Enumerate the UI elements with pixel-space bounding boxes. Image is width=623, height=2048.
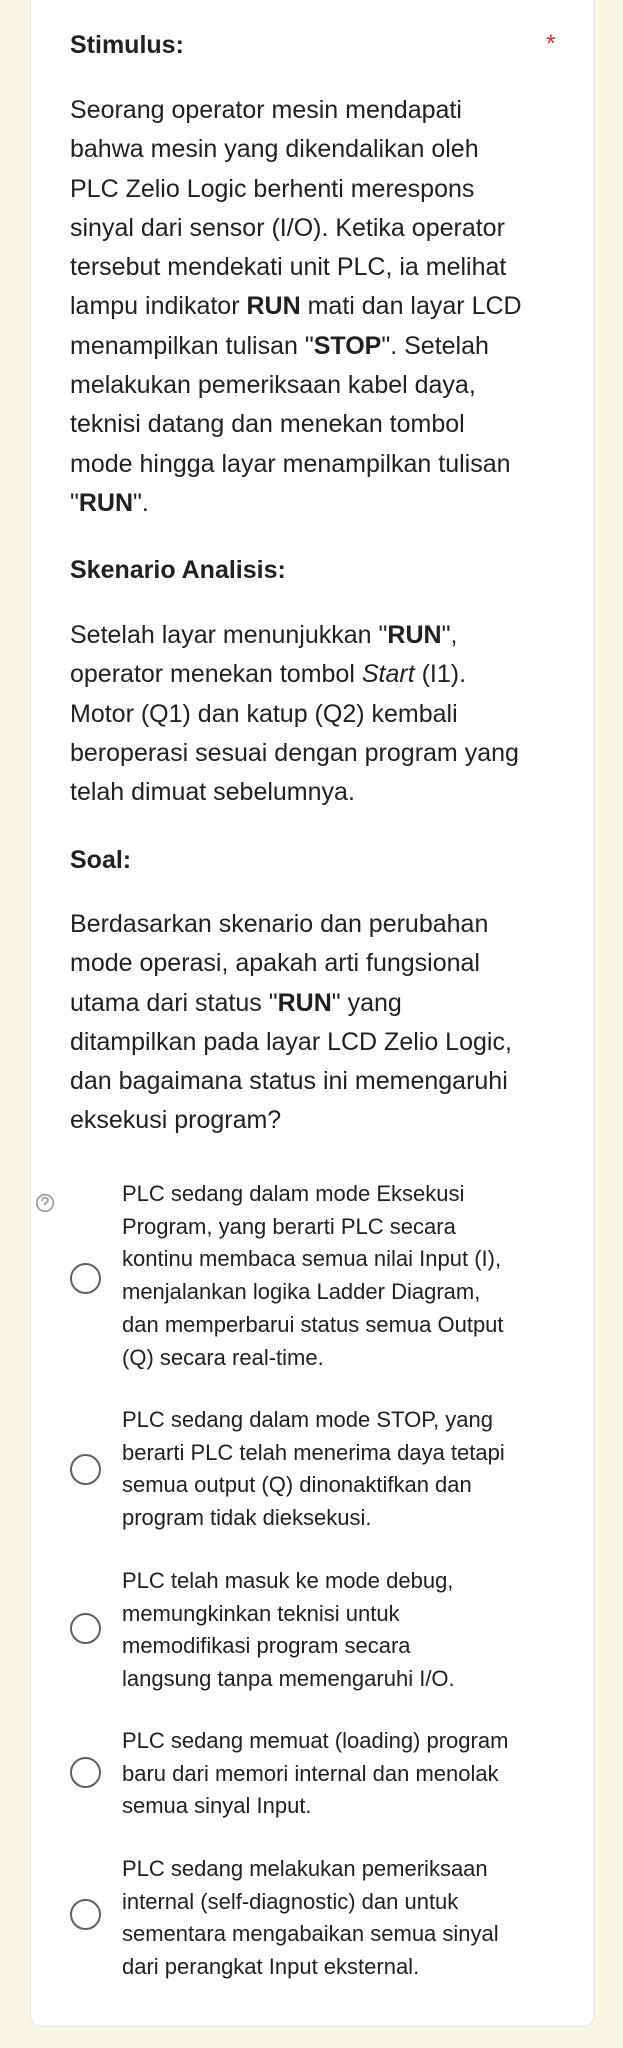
option-3-radio[interactable] [70,1613,101,1644]
option-3-text [122,1565,455,1696]
text-line: eksekusi program? [70,1106,282,1135]
text-line: PLC Zelio Logic berhenti merespons [70,174,475,203]
text-line: Motor (Q1) dan katup (Q2) kembali [70,699,458,728]
option-4-text [122,1725,508,1823]
text-line: telah dimuat sebelumnya. [70,778,355,807]
option-1-text [122,1178,504,1374]
option-line: semua output (Q) dinonaktifkan dan [122,1472,472,1498]
option-4[interactable] [70,1725,550,1823]
option-line: internal (self-diagnostic) dan untuk [122,1888,459,1914]
option-line: PLC sedang dalam mode STOP, yang [122,1407,493,1432]
option-line: berarti PLC telah menerima daya tetapi [122,1439,505,1465]
help-icon[interactable] [28,1193,62,1213]
text-line: sinyal dari sensor (I/O). Ketika operator [70,213,505,242]
option-line: baru dari memori internal dan menolak [122,1760,499,1786]
option-2-text [122,1404,505,1535]
soal-heading: Soal: [70,846,132,874]
option-2-radio[interactable] [70,1454,101,1485]
text-line: operator menekan tombol Start (I1). [70,660,467,689]
emphasis-text: STOP [313,331,382,360]
option-3[interactable] [70,1565,550,1696]
option-line: dari perangkat Input eksternal. [122,1954,420,1980]
option-line: memodifikasi program secara [122,1633,411,1659]
analysis-text [70,616,519,812]
emphasis-text: RUN [387,621,442,649]
emphasis-text: Start [361,660,415,689]
option-line: Program, yang berarti PLC secara [122,1213,456,1239]
emphasis-text: RUN [78,488,134,517]
text-line: ditampilkan pada layar LCD Zelio Logic, [70,1027,512,1056]
soal-text [70,905,512,1141]
option-2[interactable] [70,1404,550,1535]
stimulus-heading: Stimulus: [70,31,184,59]
option-5-radio[interactable] [70,1899,101,1930]
stimulus-text [70,91,522,523]
option-line: kontinu membaca semua nilai Input (I), [122,1246,502,1272]
option-line: semua sinyal Input. [122,1793,312,1819]
text-line: melakukan pemeriksaan kabel daya, [70,371,476,400]
option-5-text [122,1853,499,1984]
option-line: PLC sedang melakukan pemeriksaan [122,1856,488,1881]
text-line: mode hingga layar menampilkan tulisan [70,449,511,478]
option-1[interactable] [70,1178,550,1374]
option-4-radio[interactable] [70,1757,101,1788]
text-line: dan bagaimana status ini memengaruhi [70,1067,508,1096]
text-line: teknisi datang dan menekan tombol [70,410,465,439]
option-line: sementara mengabaikan semua sinyal [122,1921,499,1947]
text-line: Seorang operator mesin mendapati [70,96,462,124]
option-line: langsung tanpa memengaruhi I/O. [122,1666,455,1692]
text-line: tersebut mendekati unit PLC, ia melihat [70,253,507,282]
text-line: "RUN". [70,488,149,517]
required-asterisk: * [546,30,556,58]
emphasis-text: RUN [246,292,301,321]
text-line: beroperasi sesuai dengan program yang [70,738,519,767]
text-line: lampu indikator RUN mati dan layar LCD [70,292,522,321]
option-line: program tidak dieksekusi. [122,1505,372,1531]
text-line: Berdasarkan skenario dan perubahan [70,910,489,938]
option-line: menjalankan logika Ladder Diagram, [122,1279,481,1305]
option-line: (Q) secara real-time. [122,1344,324,1370]
text-line: Setelah layar menunjukkan "RUN", [70,621,458,649]
option-5[interactable] [70,1853,550,1984]
analysis-heading: Skenario Analisis: [70,556,286,584]
option-line: memungkinkan teknisi untuk [122,1600,400,1626]
text-line: mode operasi, apakah arti fungsional [70,949,480,978]
text-line: menampilkan tulisan "STOP". Setelah [70,331,489,360]
emphasis-text: RUN [277,988,332,1017]
option-line: PLC telah masuk ke mode debug, [122,1568,454,1593]
option-line: PLC sedang memuat (loading) program [122,1728,509,1753]
option-line: dan memperbarui status semua Output [122,1311,504,1337]
option-1-radio[interactable] [70,1263,101,1294]
text-line: utama dari status "RUN" yang [70,988,402,1017]
text-line: bahwa mesin yang dikendalikan oleh [70,135,479,164]
option-line: PLC sedang dalam mode Eksekusi [122,1181,465,1206]
